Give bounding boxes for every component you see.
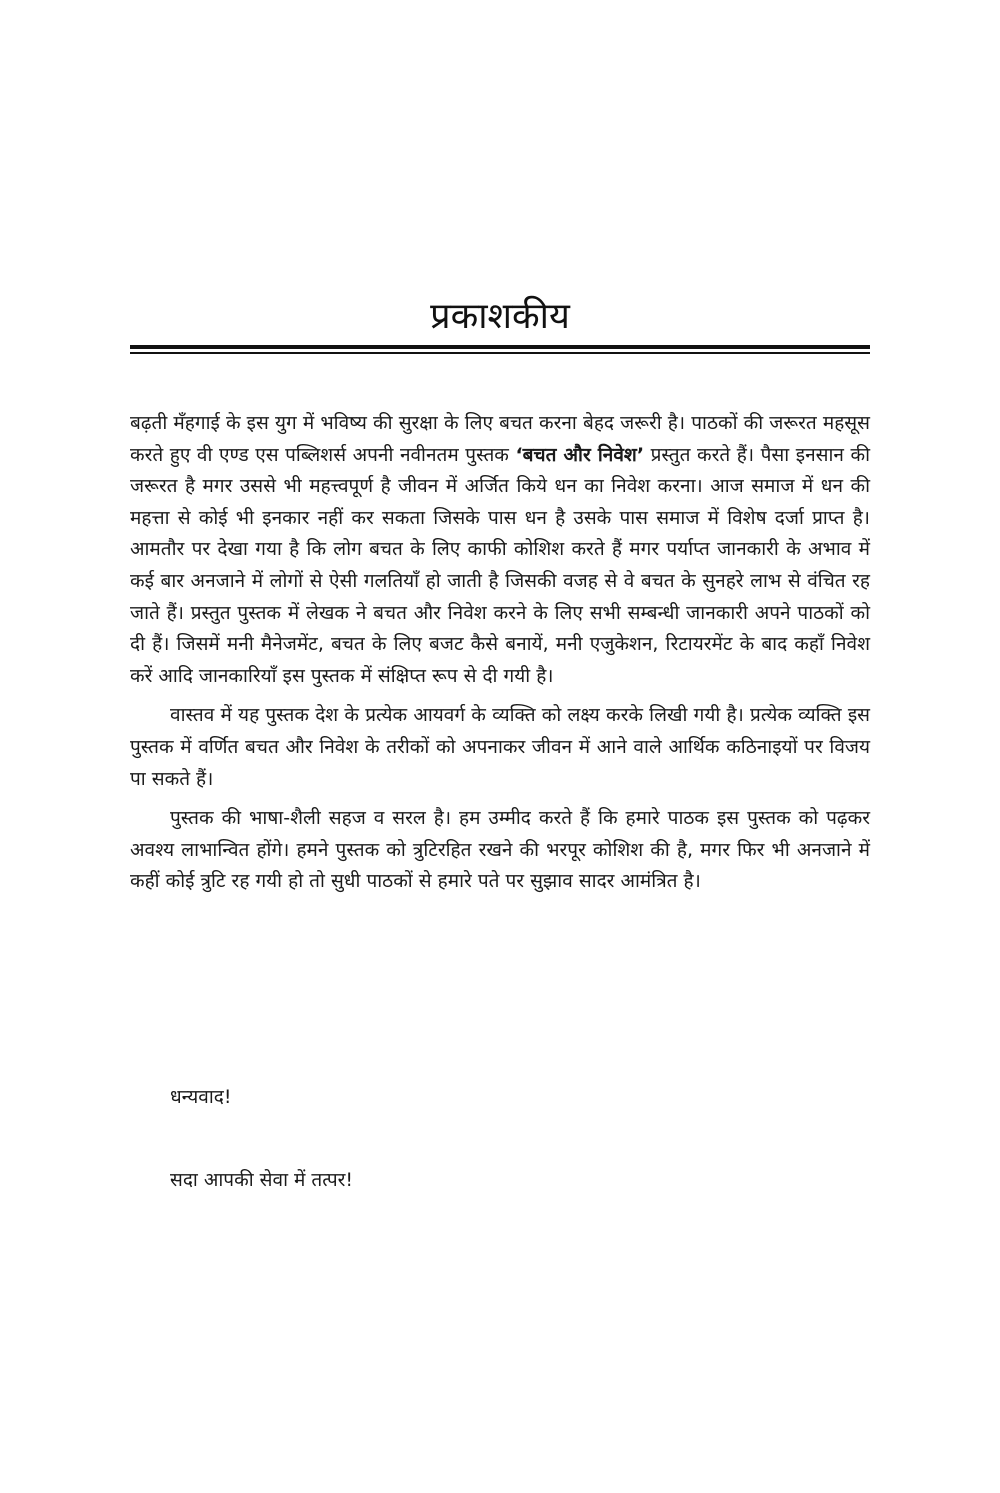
closing-signoff: सदा आपकी सेवा में तत्पर! [170, 1169, 353, 1191]
paragraph-2: वास्तव में यह पुस्तक देश के प्रत्येक आयवर्ग के व्यक्ति को लक्ष्य करके लिखी गयी है। प्रत्येक व्यक्ति इस पुस्तक में वर्णित बचत और निवेश के तरीकों को अपनाकर जीवन में आने वाले आर्थिक कठिनाइयों पर विजय पा सकते हैं। [130, 704, 870, 790]
paragraph-1-text-a: बढ़ती मँहगाई के इस युग में भविष्य की सुरक्षा के लिए बचत करना बेहद जरूरी है। पाठकों की जरूरत महसूस करते हुए वी एण्ड एस पब्लिशर्स अपनी नवीनतम पुस्तक [130, 412, 870, 466]
book-title-bold: ‘बचत और निवेश’ [515, 443, 645, 466]
closing-thanks: धन्यवाद! [170, 1086, 232, 1108]
page-title: प्रकाशकीय [430, 296, 570, 337]
title-rule-thin [130, 352, 870, 354]
paragraph-1-text-b: प्रस्तुत करते हैं। पैसा इनसान की जरूरत है मगर उससे भी महत्त्वपूर्ण है जीवन में अर्जित किये धन का निवेश करना। आज समाज में धन की महत्ता से कोई भी इनकार नहीं कर सकता जिसके पास धन है उसके पास समाज में विशेष दर्जा प्राप्त है। आमतौर पर देखा गया है कि लोग बचत के लिए काफी कोशिश करते हैं मगर पर्याप्त जानकारी के अभाव में कई बार अनजाने में लोगों से ऐसी गलतियाँ हो जाती है जिसकी वजह से वे बचत के सुनहरे लाभ से वंचित रह जाते हैं। प्रस्तुत पुस्तक में लेखक ने बचत और निवेश करने के लिए सभी सम्बन्धी जानकारी अपने पाठकों को दी हैं। जिसमें मनी मैनेजमेंट, बचत के लिए बजट कैसे बनायें, मनी एजुकेशन, रिटायरमेंट के बाद कहाँ निवेश करें आदि जानकारियाँ इस पुस्तक में संक्षिप्त रूप से दी गयी है। [130, 443, 870, 687]
paragraph-3: पुस्तक की भाषा-शैली सहज व सरल है। हम उम्मीद करते हैं कि हमारे पाठक इस पुस्तक को पढ़कर अवश्य लाभान्वित होंगे। हमने पुस्तक को त्रुटिरहित रखने की भरपूर कोशिश की है, मगर फिर भी अनजाने में कहीं कोई त्रुटि रह गयी हो तो सुधी पाठकों से हमारे पते पर सुझाव सादर आमंत्रित है। [130, 807, 870, 893]
title-rule-thick [130, 345, 870, 349]
body-text [130, 408, 870, 906]
paragraph-1 [130, 408, 870, 692]
